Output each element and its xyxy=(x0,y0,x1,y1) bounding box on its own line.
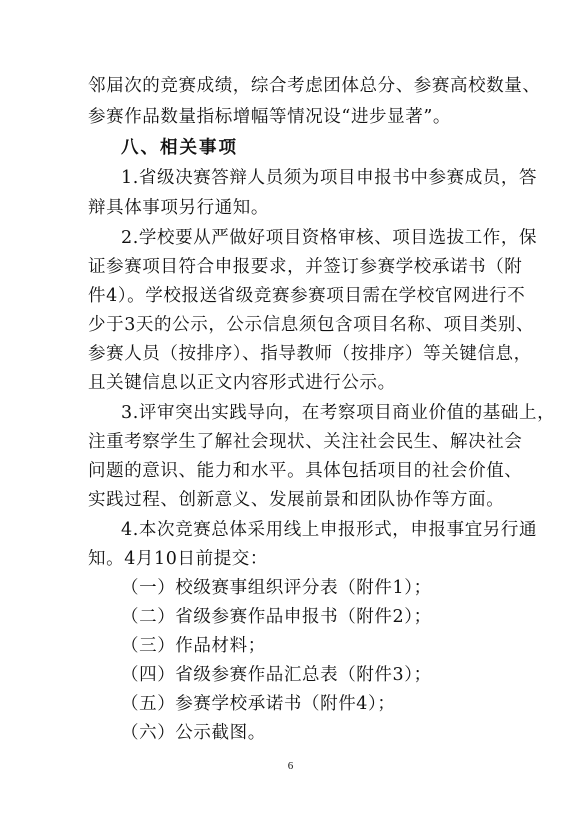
body-line-2: 参赛作品数量指标增幅等情况设“进步显著”。 xyxy=(88,107,451,127)
list-item-5: （五）参赛学校承诺书（附件4）； xyxy=(121,694,396,714)
body-line-10: 参赛人员（按排序）、指导教师（按排序）等关键信息， xyxy=(88,344,532,364)
page-number: 6 xyxy=(287,760,294,772)
body-line-16: 4.本次竞赛总体采用线上申报形式，申报事宜另行通 xyxy=(121,520,538,540)
body-line-7: 证参赛项目符合申报要求，并签订参赛学校承诺书（附 xyxy=(88,257,523,277)
section-heading: 八、相关事项 xyxy=(121,138,238,158)
body-line-1: 邻届次的竞赛成绩，综合考虑团体总分、参赛高校数量、 xyxy=(88,76,541,96)
body-line-17: 知。4月10日前提交： xyxy=(88,549,269,569)
list-item-2: （二）省级参赛作品申报书（附件2）； xyxy=(121,607,432,627)
body-line-15: 实践过程、创新意义、发展前景和团队协作等方面。 xyxy=(88,490,505,510)
list-item-3: （三）作品材料； xyxy=(121,636,266,656)
body-line-5: 辩具体事项另行通知。 xyxy=(88,198,269,218)
body-line-13: 注重考察学生了解社会现状、关注社会民生、解决社会 xyxy=(88,432,523,452)
body-line-6: 2.学校要从严做好项目资格审核、项目选拔工作，保 xyxy=(121,228,538,248)
body-line-8: 件4）。学校报送省级竞赛参赛项目需在学校官网进行不 xyxy=(88,286,526,306)
body-line-14: 问题的意识、能力和水平。具体包括项目的社会价值、 xyxy=(88,461,523,481)
body-line-9: 少于3天的公示，公示信息须包含项目名称、项目类别、 xyxy=(88,315,535,335)
list-item-1: （一）校级赛事组织评分表（附件1）； xyxy=(121,578,432,598)
list-item-6: （六）公示截图。 xyxy=(121,723,266,743)
body-line-12: 3.评审突出实践导向，在考察项目商业价值的基础上， xyxy=(121,403,556,423)
body-line-11: 且关键信息以正文内容形式进行公示。 xyxy=(88,373,396,393)
list-item-4: （四）省级参赛作品汇总表（附件3）； xyxy=(121,665,432,685)
body-line-4: 1.省级决赛答辩人员须为项目申报书中参赛成员，答 xyxy=(121,168,538,188)
